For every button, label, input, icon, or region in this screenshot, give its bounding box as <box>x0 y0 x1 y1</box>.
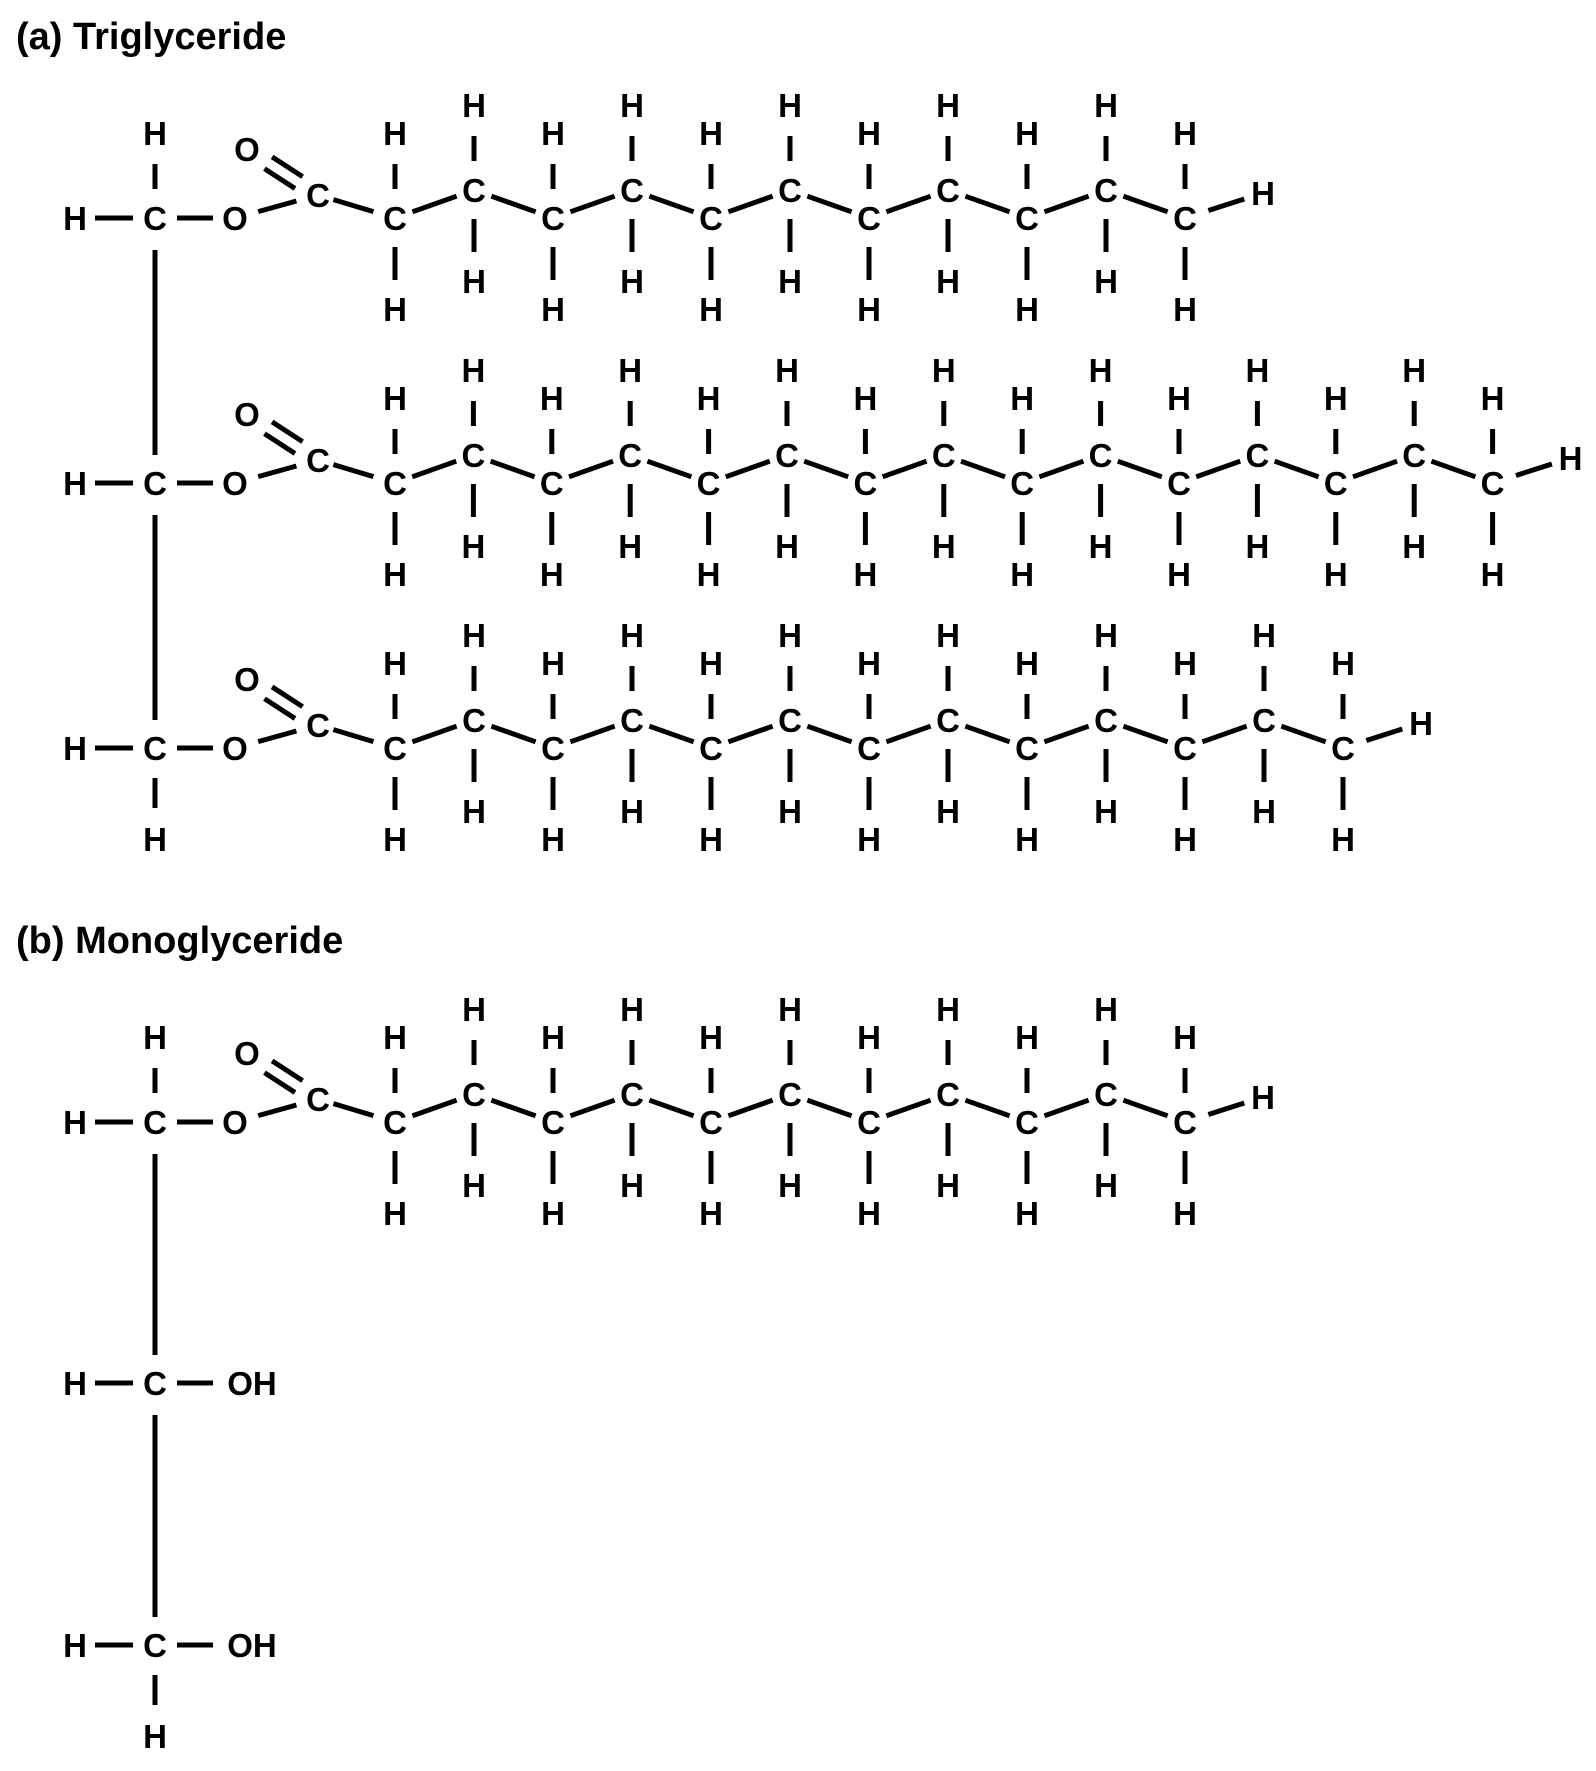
carbonyl-oxygen-atom: O <box>234 396 260 433</box>
hydrogen-atom: H <box>541 291 565 328</box>
hydrogen-atom: H <box>63 200 87 237</box>
single-bond <box>883 461 927 477</box>
chain-carbon-atom: C <box>461 437 486 474</box>
chain-carbon-atom: C <box>541 200 565 237</box>
section-b-title: (b) Monoglyceride <box>16 920 344 962</box>
glycerol-carbon-atom: C <box>143 200 167 237</box>
hydrogen-atom: H <box>853 556 878 593</box>
hydrogen-atom: H <box>143 115 167 152</box>
hydrogen-atom: H <box>541 645 565 682</box>
hydrogen-atom: H <box>1173 821 1197 858</box>
section-a-title: (a) Triglyceride <box>16 16 287 58</box>
chain-carbon-atom: C <box>1331 730 1355 767</box>
single-bond <box>1044 726 1088 742</box>
hydrogen-atom: H <box>383 115 407 152</box>
single-bond <box>333 465 373 477</box>
hydrogen-atom: H <box>936 1167 960 1204</box>
chain-carbon-atom: C <box>383 730 407 767</box>
single-bond <box>965 1100 1009 1116</box>
glycerol-carbon-atom: C <box>143 1365 167 1402</box>
single-bond <box>491 196 535 212</box>
single-bond <box>1044 196 1088 212</box>
chain-carbon-atom: C <box>931 437 956 474</box>
single-bond <box>649 196 693 212</box>
hydrogen-atom: H <box>143 1718 167 1755</box>
glycerol-row <box>63 730 248 858</box>
hydrogen-atom: H <box>778 1167 802 1204</box>
hydrogen-atom: H <box>383 291 407 328</box>
single-bond <box>258 466 296 477</box>
hydrogen-atom: H <box>462 87 486 124</box>
hydrogen-atom: H <box>541 821 565 858</box>
hydrogen-atom: H <box>1323 380 1348 417</box>
glycerol-carbon-atom: C <box>143 730 167 767</box>
glycerol-row <box>63 1019 248 1355</box>
chain-carbon-atom: C <box>462 172 486 209</box>
hydrogen-atom: H <box>620 1167 644 1204</box>
hydrogen-atom: H <box>1010 380 1035 417</box>
hydrogen-atom: H <box>1015 1195 1039 1232</box>
chain-carbon-atom: C <box>936 172 960 209</box>
hydrogen-atom: H <box>1173 115 1197 152</box>
hydrogen-atom: H <box>696 380 721 417</box>
terminal-hydrogen-atom: H <box>1558 440 1583 477</box>
single-bond <box>1366 729 1402 741</box>
single-bond <box>1044 1100 1088 1116</box>
chain-carbon-atom: C <box>1167 465 1191 502</box>
hydrogen-atom: H <box>1015 645 1039 682</box>
hydrogen-atom: H <box>1173 1195 1197 1232</box>
hydrogen-atom: H <box>1167 380 1191 417</box>
hydrogen-atom: H <box>541 1019 565 1056</box>
hydrogen-atom: H <box>620 991 644 1028</box>
hydrogen-atom: H <box>63 1104 87 1141</box>
chain-carbon-atom: C <box>696 465 721 502</box>
hydrogen-atom: H <box>462 1167 486 1204</box>
single-bond <box>1118 461 1162 477</box>
chain-carbon-atom: C <box>936 702 960 739</box>
glycerol-row <box>63 465 248 720</box>
chain-carbon-atom: C <box>1173 730 1197 767</box>
chain-carbon-atom: C <box>1094 172 1118 209</box>
hydrogen-atom: H <box>936 263 960 300</box>
glycerol-carbon-atom: C <box>143 1627 167 1664</box>
hydrogen-atom: H <box>462 991 486 1028</box>
hydrogen-atom: H <box>1015 115 1039 152</box>
chain-carbon-atom: C <box>539 465 564 502</box>
single-bond <box>412 726 456 742</box>
hydrogen-atom: H <box>620 617 644 654</box>
chain-carbon-atom: C <box>778 172 802 209</box>
ester-carbon-atom: C <box>306 177 330 214</box>
hydrogen-atom: H <box>63 1365 87 1402</box>
chain-carbon-atom: C <box>853 465 878 502</box>
terminal-hydrogen-atom: H <box>1251 175 1275 212</box>
hydrogen-atom: H <box>383 645 407 682</box>
chain-carbon-atom: C <box>857 730 881 767</box>
chain-carbon-atom: C <box>778 1076 802 1113</box>
chain-carbon-atom: C <box>1173 200 1197 237</box>
single-bond <box>1123 1100 1167 1116</box>
single-bond <box>961 461 1005 477</box>
chain-carbon-atom: C <box>620 172 644 209</box>
single-bond <box>412 196 456 212</box>
glycerol-row <box>63 1627 277 1755</box>
hydrogen-atom: H <box>63 465 87 502</box>
hydrogen-atom: H <box>696 556 721 593</box>
hydrogen-atom: H <box>936 991 960 1028</box>
single-bond <box>886 726 930 742</box>
chain-carbon-atom: C <box>541 1104 565 1141</box>
hydrogen-atom: H <box>857 291 881 328</box>
chain-carbon-atom: C <box>775 437 799 474</box>
single-bond <box>333 200 373 212</box>
hydrogen-atom: H <box>1173 291 1197 328</box>
hydrogen-atom: H <box>63 1627 87 1664</box>
glycerol-carbon-atom: C <box>143 465 167 502</box>
hydrogen-atom: H <box>1088 352 1113 389</box>
chain-carbon-atom: C <box>1015 200 1039 237</box>
chain-carbon-atom: C <box>620 702 644 739</box>
chain-carbon-atom: C <box>1094 1076 1118 1113</box>
hydrogen-atom: H <box>618 528 643 565</box>
chain-carbon-atom: C <box>383 1104 407 1141</box>
hydrogen-atom: H <box>539 380 564 417</box>
ester-carbon-atom: C <box>306 707 330 744</box>
hydrogen-atom: H <box>1167 556 1191 593</box>
hydrogen-atom: H <box>1252 793 1276 830</box>
single-bond <box>491 461 535 477</box>
hydrogen-atom: H <box>1094 263 1118 300</box>
single-bond <box>804 461 848 477</box>
single-bond <box>886 1100 930 1116</box>
single-bond <box>491 726 535 742</box>
glycerol-carbon-atom: C <box>143 1104 167 1141</box>
triglyceride-structure <box>63 87 1582 858</box>
hydrogen-atom: H <box>936 617 960 654</box>
hydrogen-atom: H <box>1331 645 1355 682</box>
fatty-acid-chain <box>234 617 1433 858</box>
single-bond <box>965 196 1009 212</box>
chain-carbon-atom: C <box>1252 702 1276 739</box>
hydrogen-atom: H <box>778 263 802 300</box>
single-bond <box>649 726 693 742</box>
single-bond <box>570 726 614 742</box>
chain-carbon-atom: C <box>1173 1104 1197 1141</box>
chain-carbon-atom: C <box>1323 465 1348 502</box>
single-bond <box>333 1104 373 1116</box>
chain-carbon-atom: C <box>1245 437 1270 474</box>
chain-carbon-atom: C <box>1010 465 1035 502</box>
hydrogen-atom: H <box>931 528 956 565</box>
ester-oxygen-atom: O <box>222 1104 248 1141</box>
chain-carbon-atom: C <box>1094 702 1118 739</box>
hydrogen-atom: H <box>1480 380 1505 417</box>
single-bond <box>491 1100 535 1116</box>
hydrogen-atom: H <box>1015 1019 1039 1056</box>
hydrogen-atom: H <box>1094 991 1118 1028</box>
single-bond <box>258 201 296 212</box>
hydrogen-atom: H <box>618 352 643 389</box>
hydrogen-atom: H <box>1402 352 1427 389</box>
single-bond <box>807 726 851 742</box>
hydrogen-atom: H <box>541 115 565 152</box>
single-bond <box>258 1105 296 1116</box>
hydrogen-atom: H <box>1245 352 1270 389</box>
hydrogen-atom: H <box>778 793 802 830</box>
single-bond <box>333 730 373 742</box>
chain-carbon-atom: C <box>462 1076 486 1113</box>
hydrogen-atom: H <box>462 263 486 300</box>
chain-carbon-atom: C <box>618 437 643 474</box>
hydrogen-atom: H <box>1088 528 1113 565</box>
hydrogen-atom: H <box>936 87 960 124</box>
single-bond <box>1196 461 1240 477</box>
single-bond <box>412 461 456 477</box>
hydrogen-atom: H <box>461 352 486 389</box>
hydrogen-atom: H <box>383 556 407 593</box>
hydrogen-atom: H <box>699 645 723 682</box>
hydrogen-atom: H <box>1094 1167 1118 1204</box>
fatty-acid-chain <box>234 352 1582 593</box>
fatty-acid-chain <box>234 991 1275 1232</box>
hydrogen-atom: H <box>1173 645 1197 682</box>
hydrogen-atom: H <box>699 1019 723 1056</box>
hydrogen-atom: H <box>1331 821 1355 858</box>
chain-carbon-atom: C <box>857 1104 881 1141</box>
single-bond <box>1281 726 1325 742</box>
single-bond <box>412 1100 456 1116</box>
hydrogen-atom: H <box>1094 617 1118 654</box>
single-bond <box>570 1100 614 1116</box>
chain-carbon-atom: C <box>1088 437 1113 474</box>
hydrogen-atom: H <box>699 115 723 152</box>
single-bond <box>965 726 1009 742</box>
monoglyceride-structure <box>63 991 1275 1755</box>
hydrogen-atom: H <box>461 528 486 565</box>
single-bond <box>1208 199 1244 211</box>
single-bond <box>570 196 614 212</box>
chain-carbon-atom: C <box>699 1104 723 1141</box>
hydrogen-atom: H <box>383 1019 407 1056</box>
chain-carbon-atom: C <box>699 200 723 237</box>
chain-carbon-atom: C <box>1015 730 1039 767</box>
hydrogen-atom: H <box>699 1195 723 1232</box>
carbonyl-oxygen-atom: O <box>234 131 260 168</box>
carbonyl-oxygen-atom: O <box>234 1035 260 1072</box>
hydrogen-atom: H <box>383 1195 407 1232</box>
hydrogen-atom: H <box>620 263 644 300</box>
hydrogen-atom: H <box>1402 528 1427 565</box>
single-bond <box>886 196 930 212</box>
single-bond <box>807 1100 851 1116</box>
carbonyl-oxygen-atom: O <box>234 661 260 698</box>
chain-carbon-atom: C <box>383 200 407 237</box>
chain-carbon-atom: C <box>1015 1104 1039 1141</box>
single-bond <box>807 196 851 212</box>
hydrogen-atom: H <box>1010 556 1035 593</box>
hydrogen-atom: H <box>1173 1019 1197 1056</box>
hydrogen-atom: H <box>383 821 407 858</box>
chain-carbon-atom: C <box>1402 437 1427 474</box>
hydrogen-atom: H <box>1094 793 1118 830</box>
hydrogen-atom: H <box>857 1195 881 1232</box>
chain-carbon-atom: C <box>857 200 881 237</box>
hydrogen-atom: H <box>143 821 167 858</box>
hydrogen-atom: H <box>775 352 799 389</box>
hydrogen-atom: H <box>936 793 960 830</box>
hydrogen-atom: H <box>1245 528 1270 565</box>
hydrogen-atom: H <box>857 821 881 858</box>
hydrogen-atom: H <box>1094 87 1118 124</box>
single-bond <box>647 461 691 477</box>
hydrogen-atom: H <box>539 556 564 593</box>
glycerol-row <box>63 115 248 455</box>
hydrogen-atom: H <box>63 730 87 767</box>
chain-carbon-atom: C <box>462 702 486 739</box>
hydrogen-atom: H <box>462 793 486 830</box>
chain-carbon-atom: C <box>936 1076 960 1113</box>
terminal-hydrogen-atom: H <box>1251 1079 1275 1116</box>
single-bond <box>649 1100 693 1116</box>
single-bond <box>1123 196 1167 212</box>
single-bond <box>1039 461 1083 477</box>
terminal-hydrogen-atom: H <box>1409 705 1433 742</box>
hydrogen-atom: H <box>699 821 723 858</box>
hydrogen-atom: H <box>143 1019 167 1056</box>
hydrogen-atom: H <box>1015 291 1039 328</box>
ester-carbon-atom: C <box>306 1081 330 1118</box>
single-bond <box>569 461 613 477</box>
chain-carbon-atom: C <box>1480 465 1505 502</box>
fatty-acid-chain <box>234 87 1275 328</box>
single-bond <box>1123 726 1167 742</box>
hydrogen-atom: H <box>778 991 802 1028</box>
hydrogen-atom: H <box>857 645 881 682</box>
hydrogen-atom: H <box>1015 821 1039 858</box>
single-bond <box>1516 464 1552 476</box>
hydrogen-atom: H <box>1323 556 1348 593</box>
chain-carbon-atom: C <box>778 702 802 739</box>
single-bond <box>726 461 770 477</box>
hydroxyl-group: OH <box>227 1365 277 1402</box>
chain-carbon-atom: C <box>620 1076 644 1113</box>
hydrogen-atom: H <box>931 352 956 389</box>
chain-carbon-atom: C <box>699 730 723 767</box>
single-bond <box>1275 461 1319 477</box>
hydroxyl-group: OH <box>227 1627 277 1664</box>
hydrogen-atom: H <box>1480 556 1505 593</box>
single-bond <box>1208 1103 1244 1115</box>
chain-carbon-atom: C <box>541 730 565 767</box>
hydrogen-atom: H <box>775 528 799 565</box>
hydrogen-atom: H <box>778 87 802 124</box>
ester-oxygen-atom: O <box>222 465 248 502</box>
single-bond <box>728 196 772 212</box>
ester-carbon-atom: C <box>306 442 330 479</box>
hydrogen-atom: H <box>620 87 644 124</box>
hydrogen-atom: H <box>857 1019 881 1056</box>
single-bond <box>1353 461 1397 477</box>
ester-oxygen-atom: O <box>222 730 248 767</box>
hydrogen-atom: H <box>778 617 802 654</box>
hydrogen-atom: H <box>853 380 878 417</box>
single-bond <box>728 726 772 742</box>
single-bond <box>1431 461 1475 477</box>
hydrogen-atom: H <box>620 793 644 830</box>
single-bond <box>258 731 296 742</box>
ester-oxygen-atom: O <box>222 200 248 237</box>
single-bond <box>728 1100 772 1116</box>
hydrogen-atom: H <box>857 115 881 152</box>
single-bond <box>1202 726 1246 742</box>
glycerol-row <box>63 1365 277 1617</box>
chain-carbon-atom: C <box>383 465 407 502</box>
hydrogen-atom: H <box>462 617 486 654</box>
hydrogen-atom: H <box>1252 617 1276 654</box>
hydrogen-atom: H <box>383 380 407 417</box>
hydrogen-atom: H <box>699 291 723 328</box>
hydrogen-atom: H <box>541 1195 565 1232</box>
